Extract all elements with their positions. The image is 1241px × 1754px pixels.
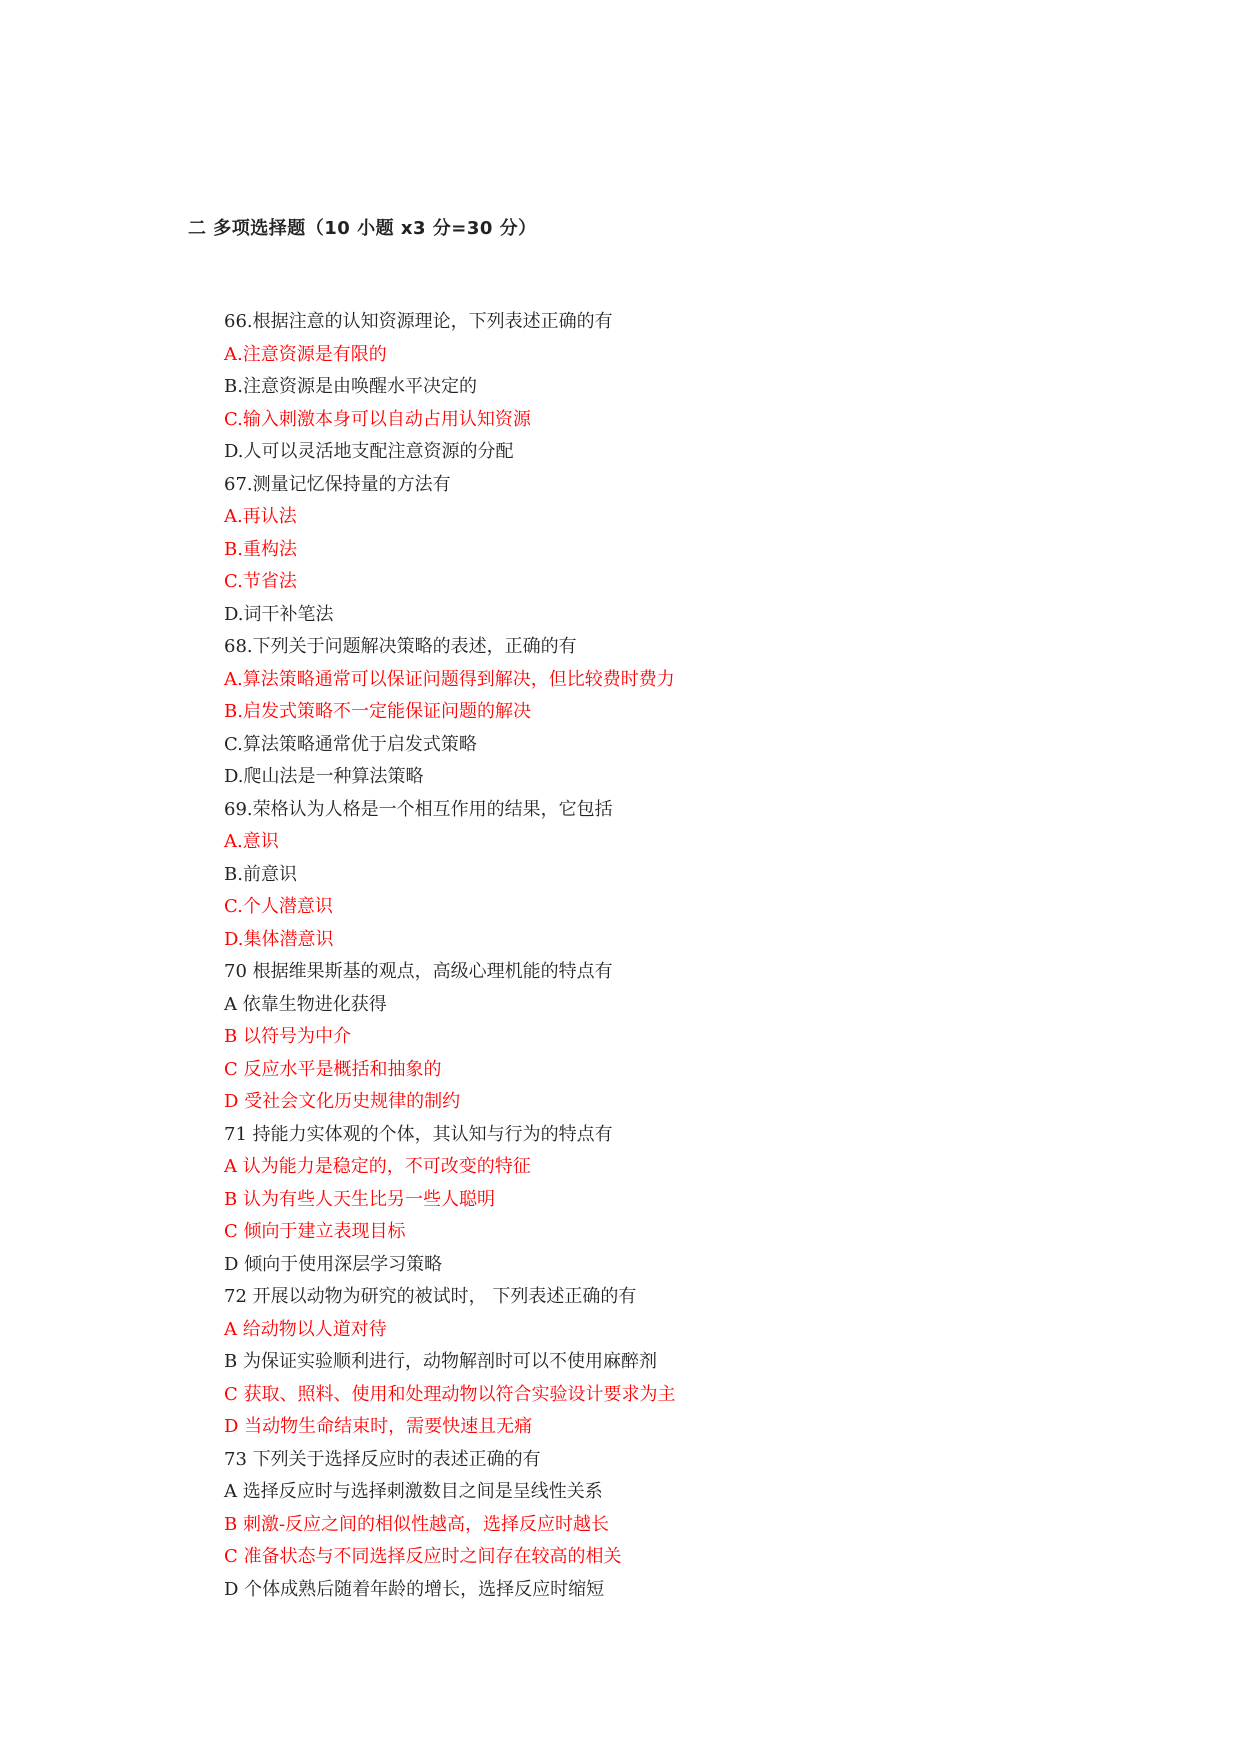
- question-stem: 69.荣格认为人格是一个相互作用的结果，它包括: [224, 798, 613, 820]
- correct-answer-option: A.意识: [224, 831, 279, 852]
- question-stem: 68.下列关于问题解决策略的表述，正确的有: [224, 636, 577, 657]
- correct-answer-option: C.输入刺激本身可以自动占用认知资源: [224, 408, 531, 430]
- correct-answer-option: C 准备状态与不同选择反应时之间存在较高的相关: [224, 1546, 622, 1567]
- section-title: 二 多项选择题（10 小题 x3 分=30 分）: [188, 218, 537, 239]
- correct-answer-option: A.算法策略通常可以保证问题得到解决，但比较费时费力: [224, 668, 675, 690]
- answer-option: D 倾向于使用深层学习策略: [224, 1253, 443, 1275]
- correct-answer-option: B.重构法: [224, 538, 297, 560]
- correct-answer-option: B.启发式策略不一定能保证问题的解决: [224, 701, 531, 722]
- question-stem: 73 下列关于选择反应时的表述正确的有: [224, 1448, 541, 1470]
- answer-option: A 依靠生物进化获得: [224, 993, 387, 1015]
- answer-option: D.人可以灵活地支配注意资源的分配: [224, 441, 514, 462]
- question-list: [224, 306, 1124, 1606]
- correct-answer-option: B 刺激-反应之间的相似性越高，选择反应时越长: [224, 1513, 610, 1535]
- correct-answer-option: A 认为能力是稳定的，不可改变的特征: [224, 1156, 531, 1177]
- correct-answer-option: A.再认法: [224, 506, 297, 527]
- answer-option: A 选择反应时与选择刺激数目之间是呈线性关系: [224, 1481, 603, 1502]
- question-stem: 67.测量记忆保持量的方法有: [224, 473, 451, 495]
- correct-answer-option: C 反应水平是概括和抽象的: [224, 1058, 442, 1080]
- answer-option: B 为保证实验顺利进行，动物解剖时可以不使用麻醉剂: [224, 1351, 657, 1372]
- correct-answer-option: D 受社会文化历史规律的制约: [224, 1091, 461, 1112]
- answer-option: B.前意识: [224, 863, 297, 885]
- correct-answer-option: A.注意资源是有限的: [224, 343, 387, 365]
- correct-answer-option: D 当动物生命结束时，需要快速且无痛: [224, 1416, 533, 1437]
- correct-answer-option: A 给动物以人道对待: [224, 1318, 387, 1340]
- correct-answer-option: B 以符号为中介: [224, 1026, 351, 1047]
- correct-answer-option: C 倾向于建立表现目标: [224, 1221, 406, 1242]
- correct-answer-option: D.集体潜意识: [224, 928, 334, 950]
- answer-option: D 个体成熟后随着年龄的增长，选择反应时缩短: [224, 1578, 605, 1600]
- correct-answer-option: C.节省法: [224, 571, 297, 592]
- answer-option: D.词干补笔法: [224, 603, 334, 625]
- correct-answer-option: C.个人潜意识: [224, 896, 333, 917]
- question-stem: 66.根据注意的认知资源理论，下列表述正确的有: [224, 311, 613, 332]
- answer-option: B.注意资源是由唤醒水平决定的: [224, 376, 477, 397]
- correct-answer-option: C 获取、照料、使用和处理动物以符合实验设计要求为主: [224, 1383, 676, 1405]
- answer-option: C.算法策略通常优于启发式策略: [224, 733, 477, 755]
- correct-answer-option: B 认为有些人天生比另一些人聪明: [224, 1188, 495, 1210]
- question-stem: 70 根据维果斯基的观点，高级心理机能的特点有: [224, 961, 613, 982]
- question-stem: 72 开展以动物为研究的被试时， 下列表述正确的有: [224, 1286, 637, 1307]
- question-stem: 71 持能力实体观的个体，其认知与行为的特点有: [224, 1123, 613, 1145]
- answer-option: D.爬山法是一种算法策略: [224, 766, 424, 787]
